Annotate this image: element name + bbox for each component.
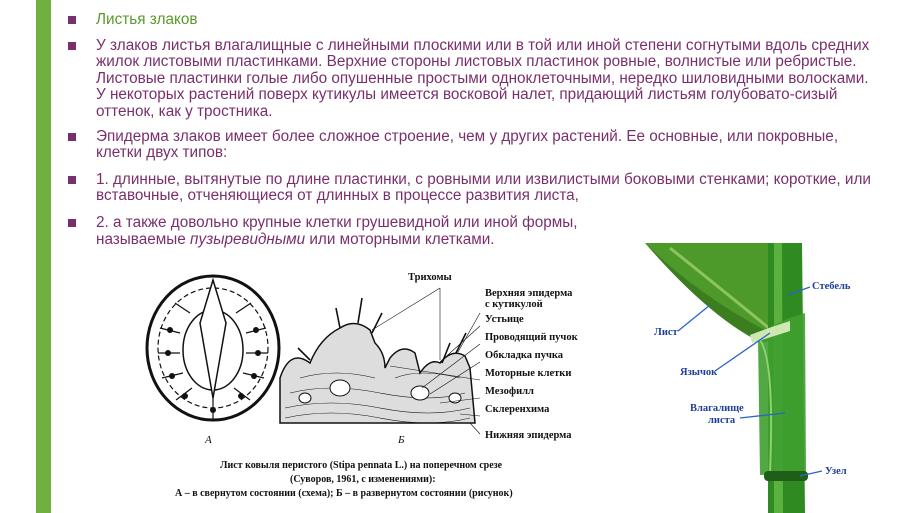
bullet-text-a: 2. а также довольно крупные клетки грушевидной или иной формы, называемые xyxy=(96,213,578,248)
label-cuticle: с кутикулой xyxy=(485,299,543,310)
caption-line-3: А – в свернутом состоянии (схема); Б – в развернутом состоянии (рисунок) xyxy=(175,488,513,499)
label-node: Узел xyxy=(825,466,847,477)
bullet-title xyxy=(68,12,880,29)
label-sheath-2: листа xyxy=(708,415,736,426)
label-ligule: Язычок xyxy=(680,367,718,378)
bullet-epidermis xyxy=(68,129,880,162)
bullet-text: 1. длинные, вытянутые по длине пластинки, с ровными или извилистыми боковыми стенками; короткие, или вставочные, отченяющиеся от длинных в процессе развития листа, xyxy=(96,170,871,205)
slide-title: Листья злаков xyxy=(96,11,198,28)
label-vascular-bundle: Проводящий пучок xyxy=(485,332,578,343)
label-stem: Стебель xyxy=(812,281,851,292)
label-bundle-sheath: Обкладка пучка xyxy=(485,350,564,361)
label-lower-epidermis: Нижняя эпидерма xyxy=(485,430,572,441)
grass-stem-photo xyxy=(640,243,902,513)
bullet-square-icon xyxy=(68,42,76,50)
bullet-list xyxy=(68,12,880,248)
label-a: А xyxy=(205,434,212,446)
bullet-leaves xyxy=(68,38,880,121)
bullet-cells-1 xyxy=(68,172,880,205)
bullet-text: Эпидерма злаков имеет более сложное строение, чем у других растений. Ее основные, или покровные, клетки двух типов: xyxy=(96,127,839,162)
label-trichomes: Трихомы xyxy=(408,272,452,283)
unrolled-leaf-drawing xyxy=(280,288,480,434)
bullet-square-icon xyxy=(68,219,76,227)
bullet-cells-2 xyxy=(68,215,656,248)
label-sclerenchyma: Склеренхима xyxy=(485,404,550,415)
bullet-square-icon xyxy=(68,16,76,24)
label-upper-epidermis: Верхняя эпидерма xyxy=(485,288,573,299)
label-mesophyll: Мезофилл xyxy=(485,386,534,397)
label-leaf: Лист xyxy=(654,327,678,338)
caption-line-2: (Суворов, 1961, с изменениями): xyxy=(290,474,436,485)
left-accent-bar xyxy=(36,0,51,513)
label-motor-cells: Моторные клетки xyxy=(485,368,572,379)
label-b: Б xyxy=(398,434,405,446)
bullet-text: У злаков листья влагалищные с линейными плоскими или в той или иной степени согнутыми вдоль средних жилок листовыми пластинками. Верхние стороны листовых пластинок ровные, волнистые или ребристые. Листовые пластинки голые либо опушенные простыми одноклеточными, нередко шиловидными волосками. У некоторых растений поверх кутикулы имеется восковой налет, придающий листьям голубовато-сизый оттенок, как у тростника. xyxy=(96,36,870,120)
bullet-square-icon xyxy=(68,176,76,184)
bullet-square-icon xyxy=(68,133,76,141)
label-stoma: Устьице xyxy=(485,314,524,325)
bullet-emphasis: пузыревидными xyxy=(190,230,306,248)
rolled-leaf-scheme xyxy=(147,276,279,420)
caption-line-1: Лист ковыля перистого (Stipa pennata L.) на поперечном срезе xyxy=(220,460,503,471)
bullet-text-b: или моторными клетками. xyxy=(305,230,495,248)
label-sheath-1: Влагалище xyxy=(690,403,744,414)
leaf-cross-section-diagram xyxy=(140,268,610,510)
